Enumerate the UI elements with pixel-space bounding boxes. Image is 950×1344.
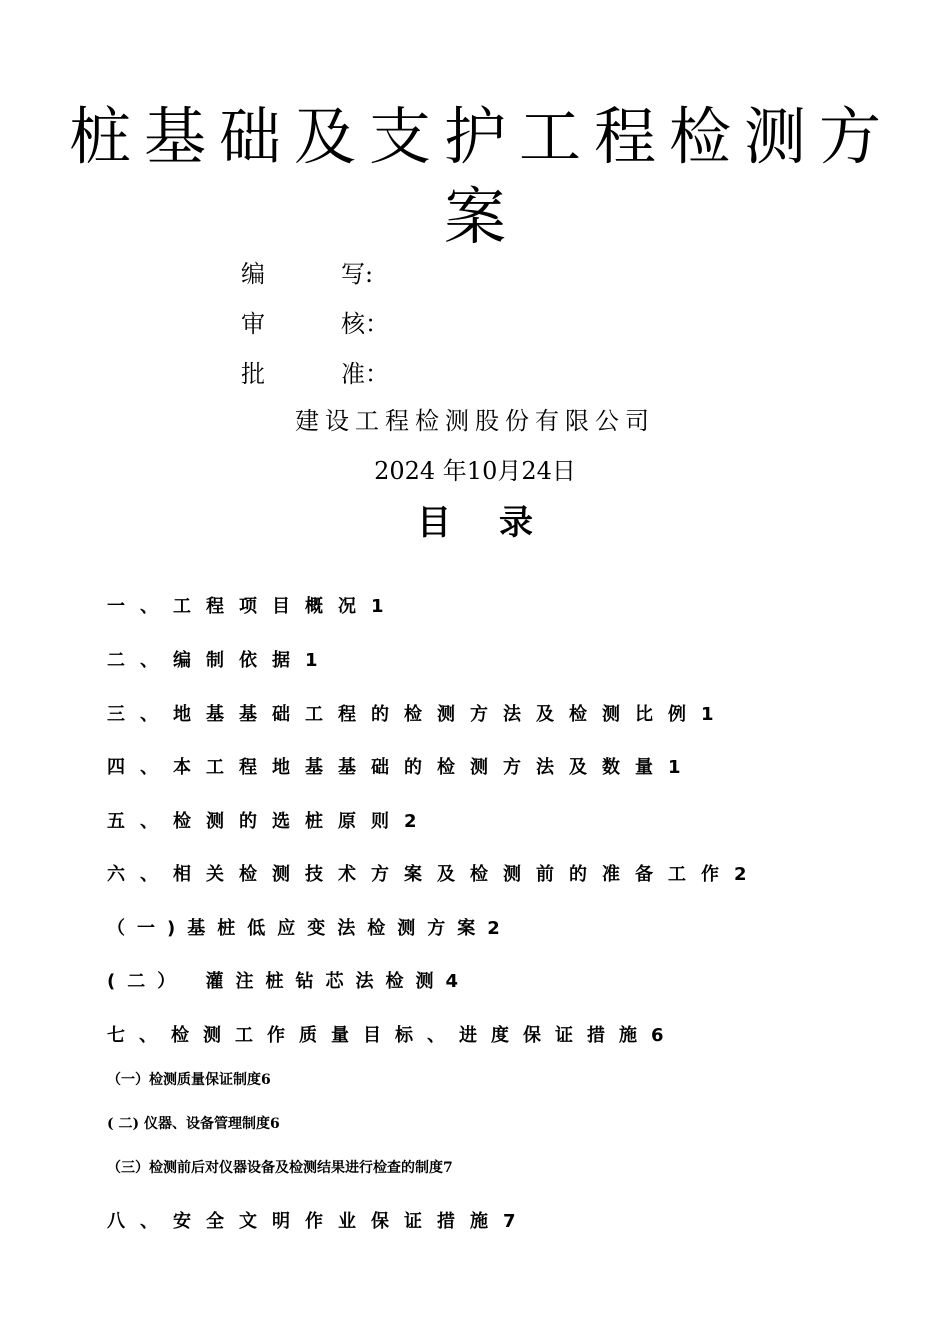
toc-item[interactable] bbox=[107, 973, 458, 991]
toc-item-text: 七、检测工作质量目标、进度保证措施 bbox=[107, 1025, 651, 1046]
signature-label-suffix: 准： bbox=[341, 360, 389, 388]
signature-label-suffix: 核： bbox=[341, 310, 389, 338]
toc-item[interactable] bbox=[107, 920, 500, 938]
toc-item[interactable] bbox=[107, 866, 747, 884]
toc-item-text: 一、工程项目概况 bbox=[107, 596, 371, 617]
toc-item-text: 二、编制依据 bbox=[107, 650, 305, 671]
signature-label: 编 bbox=[241, 260, 265, 288]
document-title-line-1: 桩基础及支护工程检测方 bbox=[68, 100, 894, 173]
toc-item-text: (二） 灌注桩钻芯法检测 bbox=[107, 971, 446, 992]
toc-item[interactable] bbox=[107, 1117, 280, 1131]
toc-item-text: 八、安全文明作业保证措施 bbox=[107, 1211, 503, 1232]
toc-item-page: 2 bbox=[487, 918, 500, 939]
toc-item-text: （一）检测质量保证制度 bbox=[107, 1072, 261, 1088]
toc-item-text: 三、地基基础工程的检测方法及检测比例 bbox=[107, 704, 701, 725]
toc-item[interactable] bbox=[107, 598, 384, 616]
toc-item-text: ( 二) 仪器、设备管理制度 bbox=[107, 1116, 270, 1132]
toc-item-page: 2 bbox=[734, 864, 747, 885]
toc-item[interactable] bbox=[107, 1027, 664, 1045]
toc-item-page: 7 bbox=[443, 1160, 453, 1176]
toc-item-text: （三）检测前后对仪器设备及检测结果进行检查的制度 bbox=[107, 1160, 443, 1176]
toc-heading bbox=[0, 503, 950, 543]
toc-item[interactable] bbox=[107, 813, 417, 831]
toc-item-text: 六、相关检测技术方案及检测前的准备工作 bbox=[107, 864, 734, 885]
signature-label: 批 bbox=[241, 360, 265, 388]
document-title-line-2: 案 bbox=[443, 180, 506, 253]
toc-item-page: 2 bbox=[404, 811, 417, 832]
toc-item-page: 1 bbox=[305, 650, 318, 671]
toc-item-page: 6 bbox=[261, 1072, 271, 1088]
signature-label-suffix: 写: bbox=[341, 260, 374, 288]
toc-item[interactable] bbox=[107, 1161, 453, 1175]
toc-item-page: 1 bbox=[668, 757, 681, 778]
signature-line-reviewer bbox=[241, 312, 389, 336]
toc-item-text: （一)基桩低应变法检测方案 bbox=[107, 918, 488, 939]
toc-item-page: 1 bbox=[701, 704, 714, 725]
toc-heading-char: 录 bbox=[499, 503, 533, 543]
signature-line-compiler bbox=[241, 262, 373, 286]
toc-item[interactable] bbox=[107, 759, 681, 777]
document-date: 2024 年10月24日 bbox=[374, 457, 576, 485]
toc-item-page: 7 bbox=[503, 1211, 516, 1232]
toc-item[interactable] bbox=[107, 706, 714, 724]
toc-item[interactable] bbox=[107, 1073, 271, 1087]
toc-item[interactable] bbox=[107, 1213, 516, 1231]
toc-item-text: 四、本工程地基基础的检测方法及数量 bbox=[107, 757, 668, 778]
company-name: 建设工程检测股份有限公司 bbox=[295, 407, 655, 435]
toc-heading-char: 目 bbox=[417, 503, 451, 543]
signature-line-approver bbox=[241, 362, 389, 386]
toc-item[interactable] bbox=[107, 652, 318, 670]
signature-label: 审 bbox=[241, 310, 265, 338]
toc-item-page: 1 bbox=[371, 596, 384, 617]
toc-item-page: 6 bbox=[651, 1025, 664, 1046]
toc-item-text: 五、检测的选桩原则 bbox=[107, 811, 404, 832]
toc-item-page: 6 bbox=[270, 1116, 280, 1132]
toc-item-page: 4 bbox=[445, 971, 459, 992]
